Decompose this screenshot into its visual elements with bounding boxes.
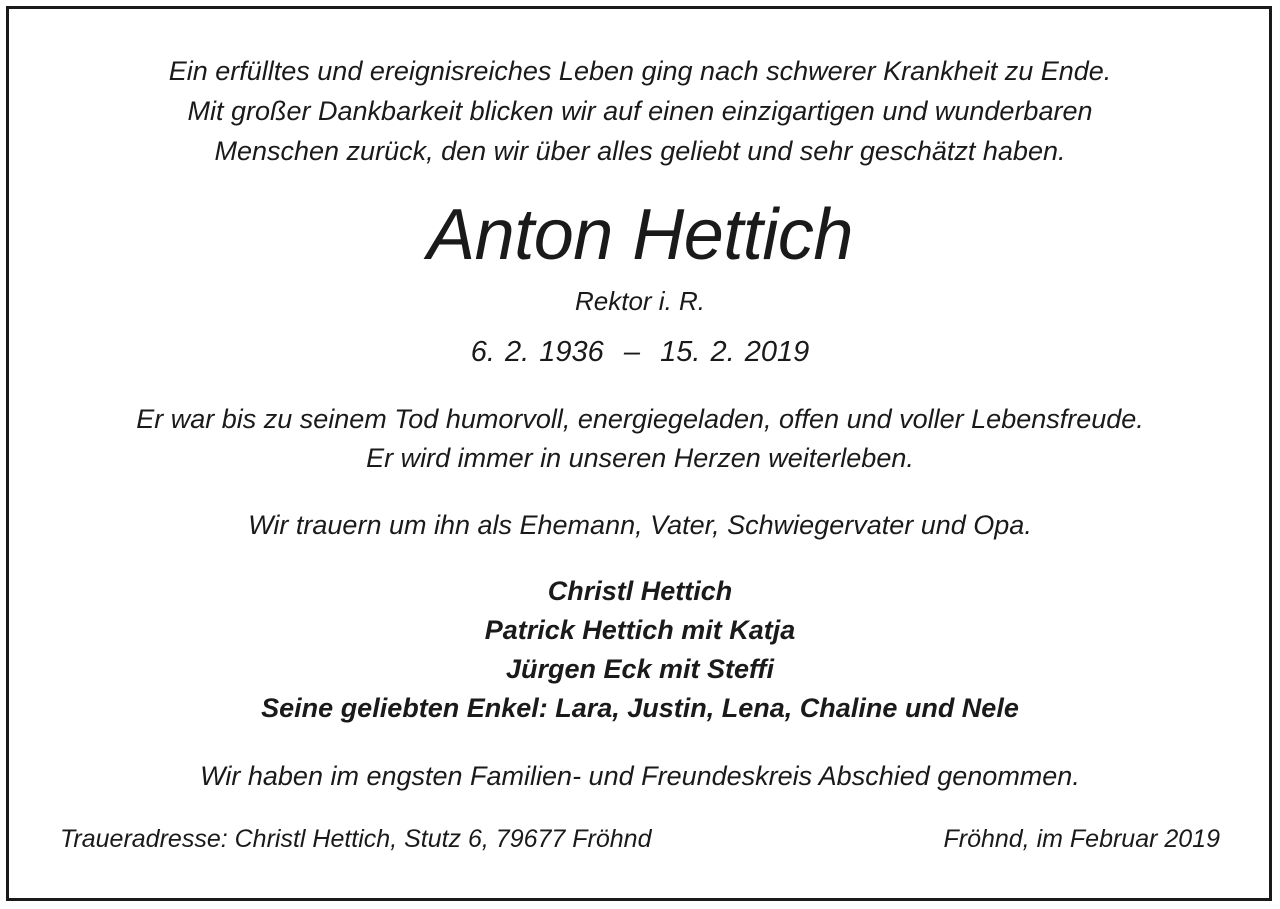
intro-line-3: Menschen zurück, den wir über alles geliebt und sehr geschätzt haben. (214, 136, 1066, 166)
family-member-1: Christl Hettich (547, 576, 733, 606)
tribute-line-2: Er wird immer in unseren Herzen weiterleben. (366, 443, 914, 473)
intro-line-2: Mit großer Dankbarkeit blicken wir auf einen einzigartigen und wunderbaren (187, 96, 1093, 126)
mourning-line: Wir trauern um ihn als Ehemann, Vater, Schwiegervater und Opa. (248, 510, 1032, 540)
life-dates: 6. 2. 1936 – 15. 2. 2019 (470, 336, 810, 368)
grandchildren-line: Seine geliebten Enkel: Lara, Justin, Lena, Chaline und Nele (261, 693, 1019, 723)
family-member-3: Jürgen Eck mit Steffi (505, 654, 775, 684)
mourning-address: Traueradresse: Christl Hettich, Stutz 6, 79677 Fröhnd (60, 825, 652, 853)
place-date: Fröhnd, im Februar 2019 (943, 825, 1220, 853)
family-member-2: Patrick Hettich mit Katja (484, 615, 796, 645)
intro-line-1: Ein erfülltes und ereignisreiches Leben ging nach schwerer Krankheit zu Ende. (168, 56, 1112, 86)
farewell-line: Wir haben im engsten Familien- und Freundeskreis Abschied genommen. (200, 761, 1080, 791)
deceased-name: Anton Hettich (427, 195, 853, 275)
tribute-line-1: Er war bis zu seinem Tod humorvoll, energiegeladen, offen und voller Lebensfreude. (136, 404, 1144, 434)
deceased-title: Rektor i. R. (574, 286, 706, 316)
